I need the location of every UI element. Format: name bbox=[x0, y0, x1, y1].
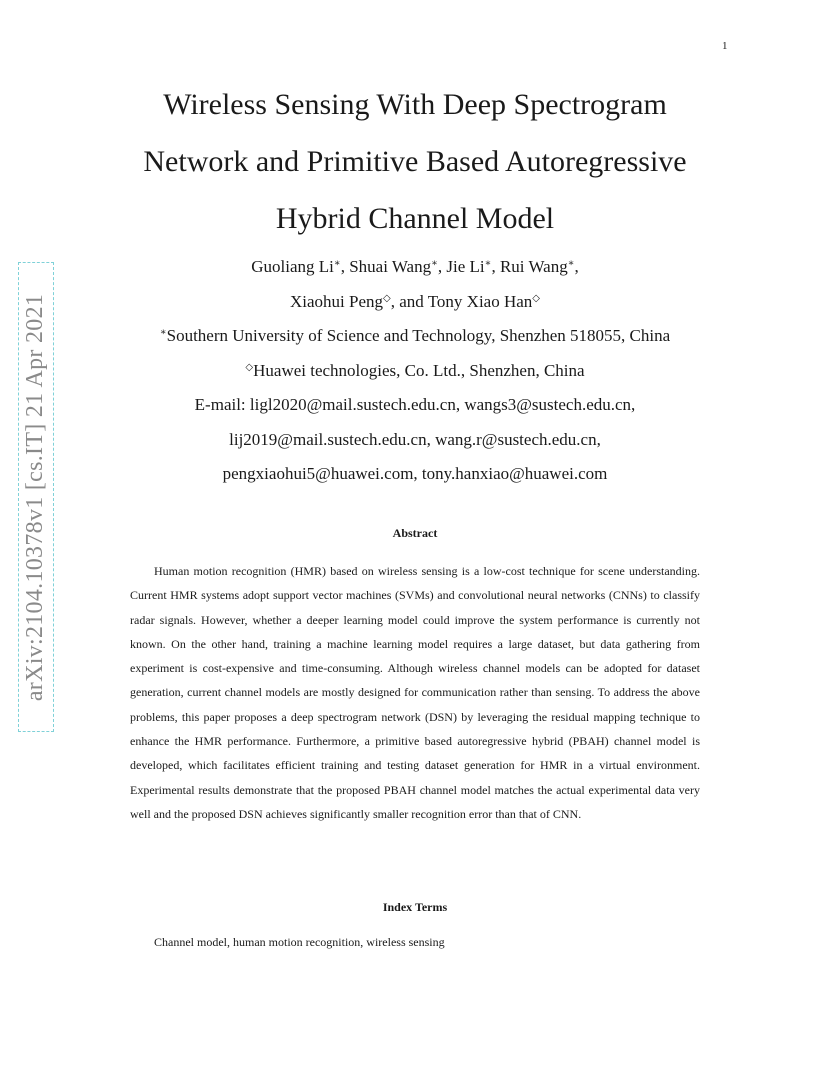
affiliation-mark: ∗ bbox=[333, 258, 341, 269]
author-separator: , bbox=[491, 257, 500, 276]
affiliation-mark: ∗ bbox=[484, 258, 492, 269]
author-name: Rui Wang bbox=[499, 257, 568, 276]
affiliation-text: Huawei technologies, Co. Ltd., Shenzhen, China bbox=[253, 360, 585, 380]
affiliation-mark: ∗ bbox=[567, 258, 575, 269]
title-line-3: Hybrid Channel Model bbox=[275, 202, 555, 235]
abstract-heading: Abstract bbox=[392, 526, 438, 540]
email-line-2: lij2019@mail.sustech.edu.cn, wang.r@sustech.edu.cn, bbox=[229, 429, 601, 449]
title-line-2: Network and Primitive Based Autoregressive bbox=[143, 145, 687, 178]
affiliation-text: Southern University of Science and Technology, Shenzhen 518055, China bbox=[166, 326, 671, 345]
affiliation-line-1 bbox=[70, 319, 760, 354]
email-line-1: E-mail: ligl2020@mail.sustech.edu.cn, wangs3@sustech.edu.cn, bbox=[194, 395, 636, 414]
author-name: Tony Xiao Han bbox=[427, 291, 533, 311]
author-separator: , bbox=[340, 257, 350, 276]
affiliation-mark: ◇ bbox=[383, 292, 391, 304]
affiliation-line-2 bbox=[70, 354, 760, 389]
author-separator: , and bbox=[390, 291, 428, 311]
arxiv-stamp-text: arXiv:2104.10378v1 [cs.IT] 21 Apr 2021 bbox=[22, 293, 49, 701]
author-name: Shuai Wang bbox=[349, 257, 432, 276]
title-line-1: Wireless Sensing With Deep Spectrogram bbox=[163, 88, 667, 121]
author-name: Xiaohui Peng bbox=[289, 291, 384, 311]
affiliation-mark: ◇ bbox=[532, 292, 540, 304]
author-separator: , bbox=[574, 257, 579, 276]
author-name: Guoliang Li bbox=[251, 257, 334, 276]
author-line-1 bbox=[70, 250, 760, 285]
page-number: 1 bbox=[722, 40, 728, 52]
affiliation-mark: ∗ bbox=[159, 327, 167, 338]
affiliation-mark: ∗ bbox=[431, 258, 438, 269]
author-block bbox=[70, 250, 760, 492]
arxiv-stamp bbox=[18, 262, 54, 732]
author-separator: , bbox=[437, 257, 447, 276]
author-line-2 bbox=[70, 285, 760, 320]
email-line-3: pengxiaohui5@huawei.com, tony.hanxiao@huawei.com bbox=[222, 464, 608, 483]
affiliation-mark: ◇ bbox=[245, 361, 254, 373]
paper-title bbox=[70, 76, 760, 247]
index-terms-text: Channel model, human motion recognition, wireless sensing bbox=[154, 935, 445, 949]
abstract-text: Human motion recognition (HMR) based on wireless sensing is a low-cost technique for scene understanding. Current HMR systems adopt support vector machines (SVMs) and convolutional neural networks (CNNs) to classify radar signals. However, whether a deeper learning model could improve the system performance is currently not known. On the other hand, training a machine learning model requires a large dataset, but data gathering from experiment is cost-expensive and time-consuming. Although wireless channel models can be adopted for dataset generation, current channel models are mostly designed for communication rather than sensing. To address the above problems, this paper proposes a deep spectrogram network (DSN) by leveraging the residual mapping technique to enhance the HMR performance. Furthermore, a primitive based autoregressive hybrid (PBAH) channel model is developed, which facilitates efficient training and testing dataset generation for HMR in a virtual environment. Experimental results demonstrate that the proposed PBAH channel model matches the actual experimental data very well and the proposed DSN achieves significantly smaller recognition error than that of CNN. bbox=[130, 564, 700, 821]
index-terms-heading: Index Terms bbox=[382, 900, 448, 914]
author-name: Jie Li bbox=[446, 257, 485, 276]
